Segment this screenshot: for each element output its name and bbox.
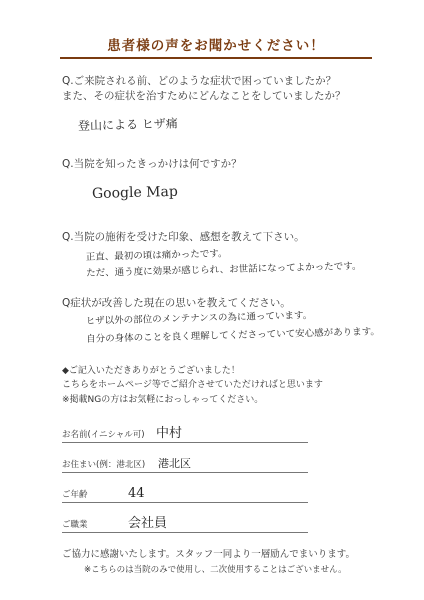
notes-block — [62, 364, 323, 407]
question-1: Q.ご来院される前、どのような症状で困っていましたか？ また、その症状を治すためにどんなことをしていましたか？ — [62, 75, 346, 103]
field-occupation — [62, 513, 308, 533]
field-occupation-label: ご職業 — [62, 520, 88, 530]
field-name — [62, 423, 308, 443]
note-homepage: こちらをホームページ等でご紹介させていただければと思います — [62, 380, 323, 391]
answer-3: 正直、最初の頃は痛かったです。 ただ、通う度に効果が感じられ、お世話になってよかったです。 — [85, 248, 362, 279]
question-3: Q.当院の施術を受けた印象、感想を教えて下さい。 — [62, 231, 305, 243]
question-4: Q症状が改善した現在の思いを教えてください。 — [62, 297, 291, 309]
question-2: Q.当院を知ったきっかけは何ですか？ — [62, 158, 242, 170]
field-occupation-value: 会社員 — [128, 516, 168, 531]
field-residence-value: 港北区 — [158, 457, 191, 470]
field-age-label: ご年齢 — [62, 490, 88, 500]
field-age-rule — [62, 502, 308, 503]
field-age-value: 44 — [128, 486, 145, 501]
title-block — [60, 34, 372, 54]
answer-4: ヒザ以外の部位のメンテナンスの為に通っています。 自分の身体のことを良く理解してくださっていて安心感があります。 — [85, 310, 381, 346]
field-name-rule — [62, 442, 308, 443]
field-residence-rule — [62, 472, 308, 473]
page-title: 患者様の声をお聞かせください！ — [107, 38, 325, 54]
field-residence-label: お住まい(例：港北区) — [62, 460, 146, 470]
footer-thanks: ご協力に感謝いたします。スタッフ一同より一層励んでまいります。 — [62, 549, 355, 560]
note-thanks: ◆ご記入いただきありがとうございました！ — [62, 366, 240, 376]
answer-1: 登山による ヒザ痛 — [77, 116, 178, 133]
field-name-value: 中村 — [156, 426, 183, 441]
field-name-label: お名前(イニシャル可) — [62, 430, 145, 440]
answer-2: Google Map — [91, 183, 179, 202]
note-ng: ※掲載NGの方はお気軽におっしゃってください。 — [62, 394, 264, 405]
field-age — [62, 483, 308, 503]
field-residence — [62, 453, 308, 473]
title-underline — [60, 57, 372, 59]
footer-note: ※こちらのは当院のみで使用し、二次使用することはございません。 — [84, 565, 347, 575]
field-occupation-rule — [62, 532, 308, 533]
